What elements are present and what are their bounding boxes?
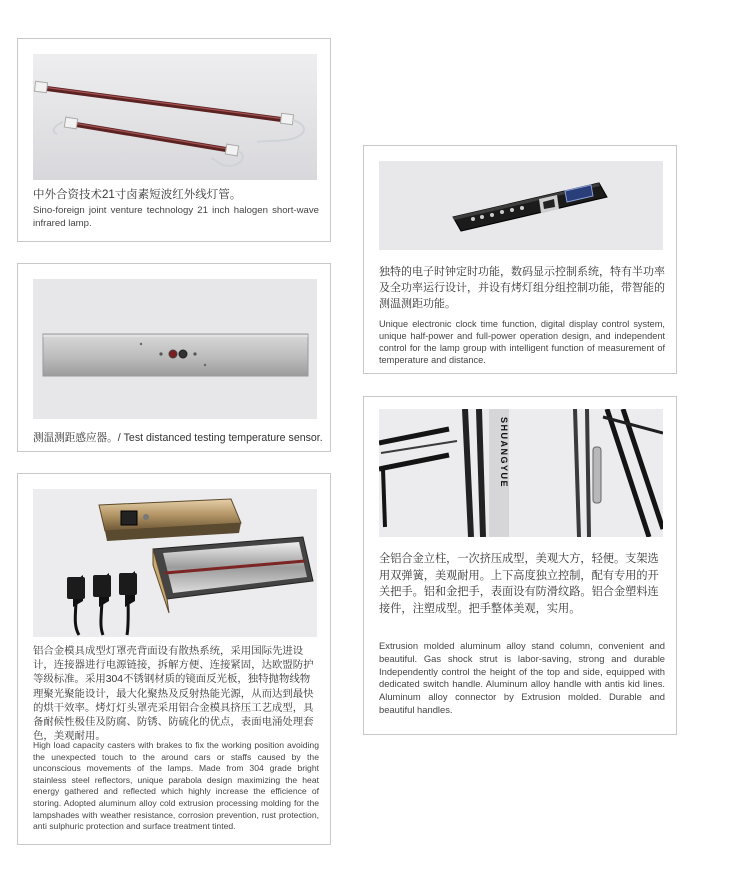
lamp-tube-caption-en: Sino-foreign joint venture technology 21 inch halogen short-wave infrared lamp. (33, 205, 319, 229)
stand-caption-en: Extrusion molded aluminum alloy stand column, convenient and beautiful. Gas shock strut is labor-saving, strong and durable Independently control the height of the top and side, equipped with dedicated switch handle. Aluminum alloy handle with antis kid lines. Aluminum alloy connector by Extrusion molded. Durable and beautiful handles. (379, 640, 665, 715)
product-card-lamp-tube (17, 38, 331, 242)
product-card-housing (17, 473, 331, 845)
product-card-stand (363, 396, 677, 735)
lamp-tube-photo (33, 54, 317, 180)
stand-caption-cn: 全铝合金立柱，一次挤压成型，美观大方，轻便。支架选用双弹簧，美观耐用。上下高度独立控制，配有专用的开关把手。铝和金把手，表面设有防滑纹路。铝合金塑料连接件，注塑成型。把手整体美观，实用。 (379, 553, 659, 615)
stand-brand-text: SHUANGYUE (499, 417, 509, 489)
housing-photo (33, 489, 317, 637)
controller-illustration (379, 161, 663, 250)
sensor-caption: 测温测距感应器。/ Test distanced testing temperature sensor. (33, 432, 323, 444)
housing-caption-cn: 铝合金模具成型灯罩壳背面设有散热系统，采用国际先进设计，连接器进行电源链接，拆解方便、连接紧固，达欧盟防护等级标准。采用304不锈钢材质的镜面反光板，独特抛物线物理聚光聚能设计，最大化聚热及反射热能光源，从而达到最快的烘干效率。烤灯灯头罩壳采用铝合金模具挤压工艺成型，具备耐候性极佳及防腐、防锈、防硫化的优点，表面电涌处理套色，美观耐用。 (33, 646, 314, 743)
housing-caption-en: High load capacity casters with brakes to fix the working position avoiding the unexpected touch to the around cars or staffs caused by the unconscious movements of the lamps. Made from 304 grade bright stainless steel reflectors, unique parabola design maximizing the heat energy gathered and reflected which highly increase the efficience of storing. Adopted aluminum alloy cold extrusion processing molding for the lampshades with weather resistance, corrosion prevention, rust protection, anti sulphuric protection and surface treatment tinted. (33, 740, 319, 832)
product-card-sensor (17, 263, 331, 452)
sensor-illustration (33, 279, 317, 419)
stand-illustration (379, 409, 663, 537)
sensor-photo (33, 279, 317, 419)
housing-illustration (33, 489, 317, 637)
controller-caption-en: Unique electronic clock time function, digital display control system, unique half-power and full-power operation design, and independent control for the lamp group with intelligent function of measurement of temperature and distance. (379, 319, 665, 365)
lamp-tube-caption-cn: 中外合资技术21寸卤素短波红外线灯管。 (33, 189, 242, 201)
stand-photo (379, 409, 663, 537)
controller-caption-cn: 独特的电子时钟定时功能，数码显示控制系统，特有半功率及全功率运行设计，并设有烤灯组分组控制功能，带智能的测温测距功能。 (379, 266, 665, 310)
lamp-tube-illustration (33, 54, 317, 180)
controller-photo (379, 161, 663, 250)
product-card-controller (363, 145, 677, 374)
